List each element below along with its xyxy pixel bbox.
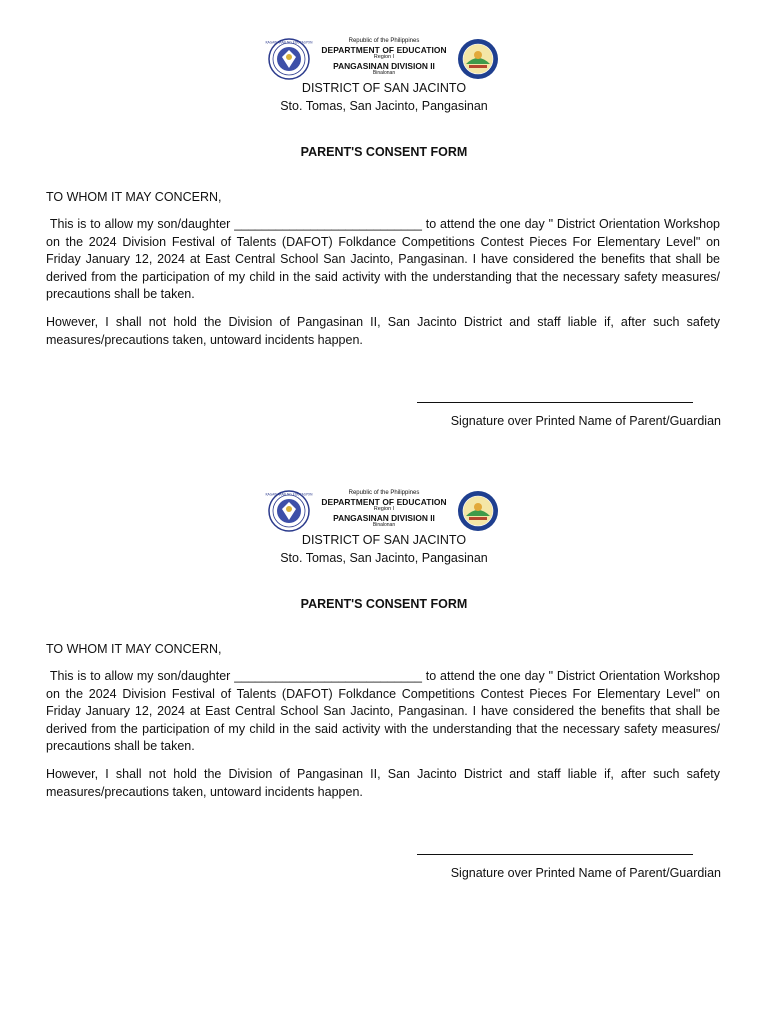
republic-text: Republic of the Philippines [348, 490, 420, 496]
town-text: Binalonan [372, 522, 396, 529]
signature-line [417, 854, 693, 855]
region-text: Region I [373, 54, 395, 61]
letterhead-text [314, 37, 454, 76]
consent-form-2 [0, 452, 768, 904]
division-name: PANGASINAN DIVISION II [333, 60, 435, 71]
district-address: Sto. Tomas, San Jacinto, Pangasinan [280, 551, 488, 565]
consent-paragraph: This is to allow my son/daughter ___________________________ to attend the one day " District Orientation Workshop on the 2024 Division Festival of Talents (DAFOT) Folkdance Competitions Contest Pieces For Elementary Level" on Friday January 12, 2024 at East Central School San Jacinto, Pangasinan. I have considered the benefits that shall be derived from the participation of my child in the said activity with the understanding that the necessary safety measures/ precautions shall be taken. [46, 669, 720, 754]
district-address: Sto. Tomas, San Jacinto, Pangasinan [280, 99, 488, 113]
consent-form-1 [0, 0, 768, 452]
division-seal-icon [457, 490, 499, 532]
deped-seal-icon [265, 490, 313, 532]
form-title: PARENT'S CONSENT FORM [300, 145, 468, 159]
salutation: TO WHOM IT MAY CONCERN, [46, 190, 222, 204]
consent-paragraph: This is to allow my son/daughter ___________________________ to attend the one day " District Orientation Workshop on the 2024 Division Festival of Talents (DAFOT) Folkdance Competitions Contest Pieces For Elementary Level" on Friday January 12, 2024 at East Central School San Jacinto, Pangasinan. I have considered the benefits that shall be derived from the participation of my child in the said activity with the understanding that the necessary safety measures/ precautions shall be taken. [46, 217, 720, 302]
district-name: DISTRICT OF SAN JACINTO [301, 81, 467, 95]
liability-paragraph: However, I shall not hold the Division of Pangasinan II, San Jacinto District and staff liable if, after such safety measures/precautions taken, untoward incidents happen. [46, 767, 720, 799]
district-name: DISTRICT OF SAN JACINTO [301, 533, 467, 547]
svg-text:KAGAWARAN NG EDUKASYON: KAGAWARAN NG EDUKASYON [265, 40, 313, 45]
region-text: Region I [373, 506, 395, 513]
letterhead [265, 37, 502, 81]
department-name: DEPARTMENT OF EDUCATION [321, 497, 447, 507]
svg-text:KAGAWARAN NG EDUKASYON: KAGAWARAN NG EDUKASYON [265, 492, 313, 497]
salutation: TO WHOM IT MAY CONCERN, [46, 642, 222, 656]
signature-line [417, 402, 693, 403]
letterhead [265, 489, 502, 533]
deped-seal-icon [265, 38, 313, 80]
republic-text: Republic of the Philippines [348, 38, 420, 44]
division-name: PANGASINAN DIVISION II [333, 512, 435, 523]
division-seal-icon [457, 38, 499, 80]
department-name: DEPARTMENT OF EDUCATION [321, 45, 447, 55]
letterhead-text [314, 489, 454, 528]
signature-label: Signature over Printed Name of Parent/Guardian [450, 866, 721, 880]
signature-label: Signature over Printed Name of Parent/Guardian [450, 414, 721, 428]
town-text: Binalonan [372, 70, 396, 77]
form-title: PARENT'S CONSENT FORM [300, 597, 468, 611]
liability-paragraph: However, I shall not hold the Division of Pangasinan II, San Jacinto District and staff liable if, after such safety measures/precautions taken, untoward incidents happen. [46, 315, 720, 347]
